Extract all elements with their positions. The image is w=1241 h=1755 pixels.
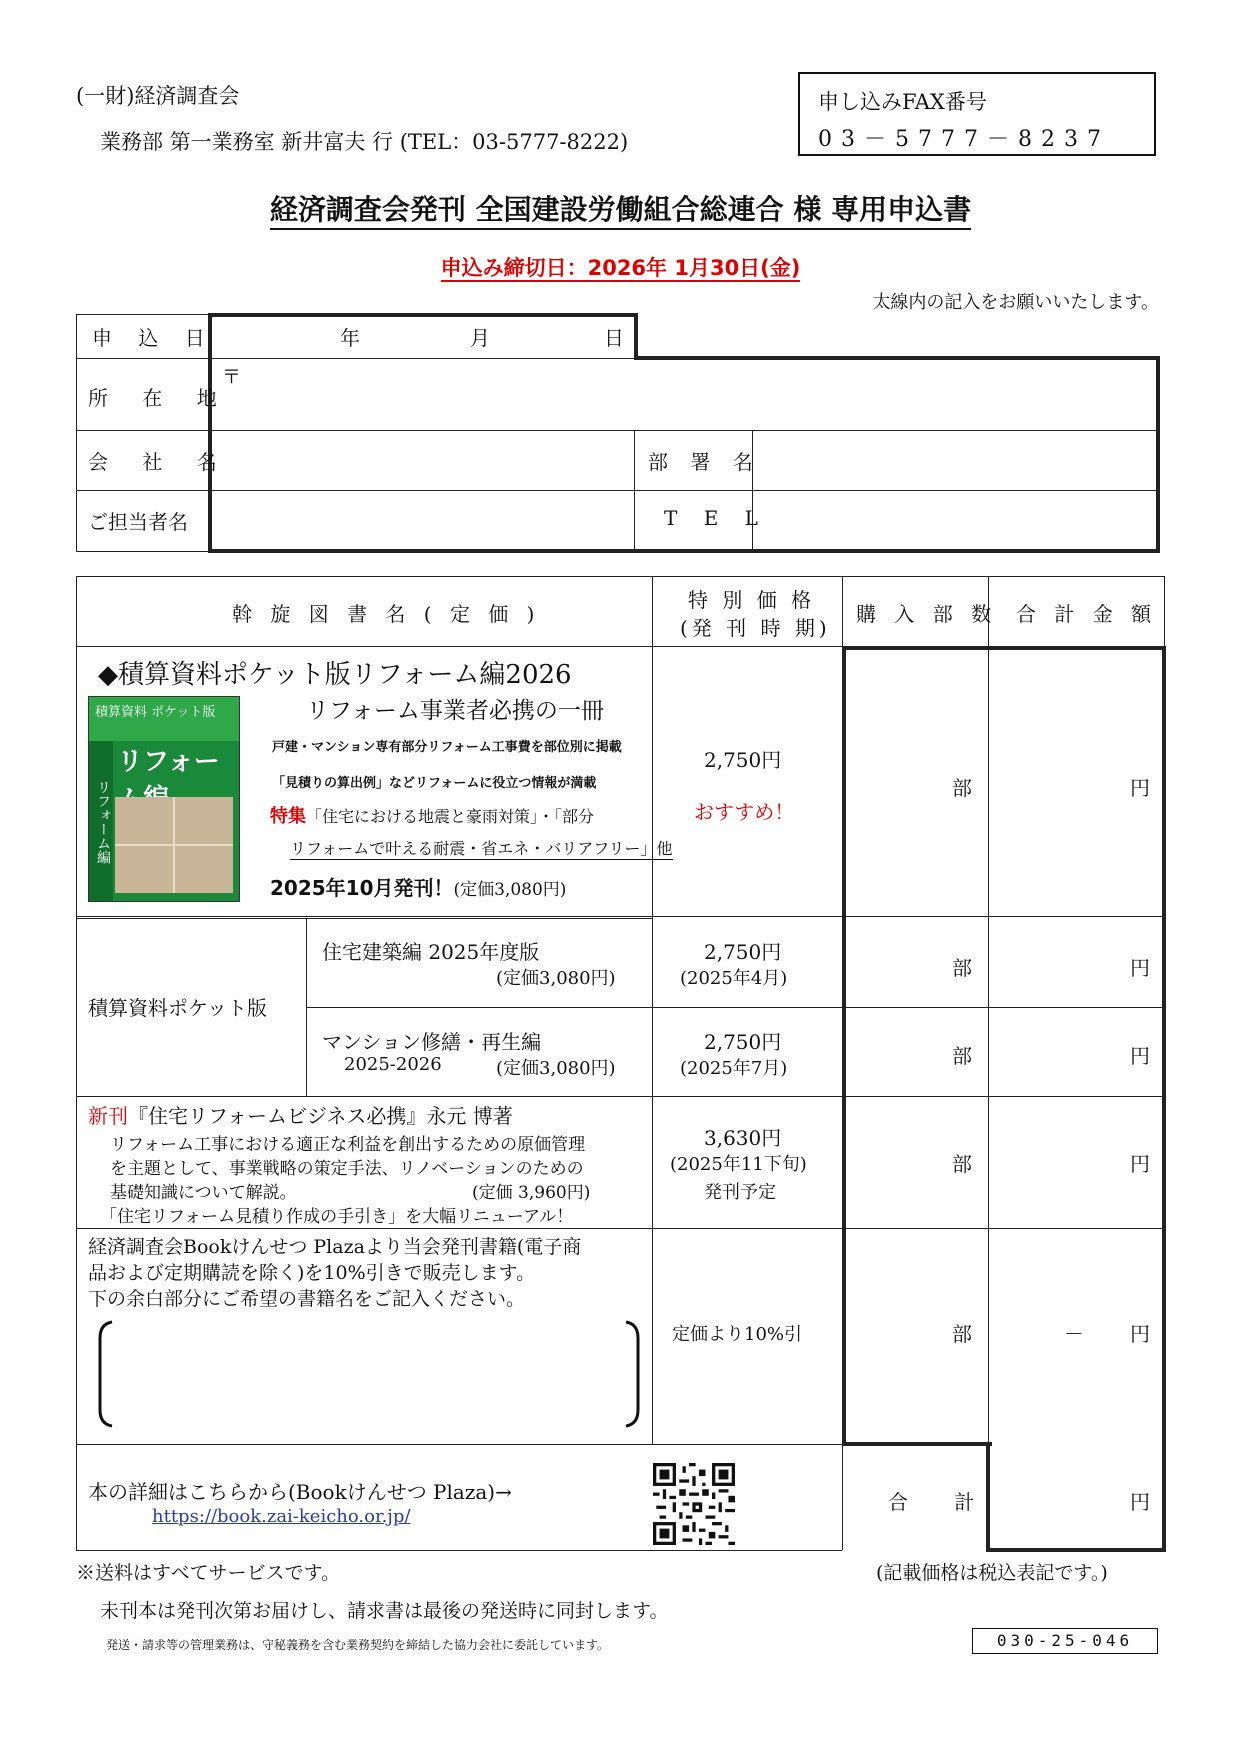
person-label: ご担当者名	[88, 510, 188, 534]
promo-title: ◆積算資料ポケット版リフォーム編2026	[98, 660, 572, 690]
newbook-period: (2025年11下旬)	[670, 1154, 807, 1175]
newbook-title-line	[88, 1100, 513, 1129]
page-title-text: 経済調査会発刊 全国建設労働組合総連合 様 専用申込書	[270, 193, 971, 230]
grand-total-label: 合 計	[888, 1490, 995, 1514]
pocket-row1-list: (定価3,080円)	[496, 968, 616, 989]
newbook-status: 発刊予定	[704, 1182, 776, 1203]
qr-code	[653, 1463, 735, 1545]
header-quantity: 購 入 部 数	[856, 602, 998, 626]
feature-label: 特集	[270, 806, 306, 827]
date-month-unit: 月	[470, 326, 490, 350]
plaza-line1: 経済調査会Bookけんせつ Plazaより当会発刊書籍(電子商	[88, 1236, 582, 1258]
pocket-row1-yen-unit: 円	[1130, 956, 1150, 980]
promo-qty-unit: 部	[952, 776, 972, 800]
fax-label: 申し込みFAX番号	[818, 90, 987, 114]
address-input[interactable]	[214, 362, 1152, 426]
plaza-dash: －	[1064, 1322, 1084, 1346]
fill-instruction: 太線内の記入をお願いいたします。	[872, 292, 1159, 313]
pocket-row2-name: マンション修繕・再生編	[322, 1030, 542, 1054]
promo-special-price: 2,750円	[704, 748, 782, 772]
pocket-row2-name2: 2025-2026	[344, 1054, 442, 1075]
book-request-input[interactable]	[112, 1322, 628, 1426]
shipping-note: ※送料はすべてサービスです。	[76, 1562, 341, 1584]
person-input[interactable]	[214, 494, 630, 546]
plaza-discount: 定価より10%引	[672, 1324, 803, 1345]
pocket-row1-price: 2,750円	[704, 940, 782, 964]
release-date: 2025年10月発刊！	[270, 876, 454, 900]
promo-line1: 戸建・マンション専有部分リフォーム工事費を部位別に掲載	[272, 740, 622, 755]
tax-note: (記載価格は税込表記です。)	[876, 1562, 1108, 1584]
newbook-desc4: 「住宅リフォーム見積り作成の手引き」を大幅リニューアル！	[100, 1207, 574, 1227]
promo-line2: 「見積りの算出例」などリフォームに役立つ情報が満載	[272, 776, 597, 791]
book-cover-image	[88, 696, 240, 902]
cover-photos	[115, 797, 233, 893]
cover-spine: リフォーム編	[89, 741, 113, 902]
promo-release	[270, 872, 566, 901]
department-input[interactable]	[756, 434, 1152, 486]
newbook-desc1: リフォーム工事における適正な利益を創出するための原価管理	[110, 1135, 586, 1155]
postal-mark: 〒	[222, 366, 242, 388]
organization-name: (一財)経済調査会	[76, 84, 240, 108]
pocket-row2-period: (2025年7月)	[680, 1058, 788, 1079]
promo-list-price: (定価3,080円)	[453, 880, 567, 900]
cover-top: 積算資料 ポケット版	[89, 697, 239, 741]
address-label: 所 在 地	[88, 386, 231, 410]
date-day-unit: 日	[604, 326, 624, 350]
promo-yen-unit: 円	[1130, 776, 1150, 800]
plaza-line3: 下の余白部分にご希望の書籍名をご記入ください。	[88, 1288, 526, 1310]
pocket-row2-yen-unit: 円	[1130, 1044, 1150, 1068]
pocket-row1-period: (2025年4月)	[680, 968, 788, 989]
company-input[interactable]	[214, 434, 630, 486]
new-label: 新刊	[88, 1104, 128, 1128]
month-input[interactable]	[364, 317, 464, 353]
deadline	[0, 252, 1241, 282]
header-release-period: (発 刊 時 期)	[680, 616, 831, 640]
feature-text1: 「住宅における地震と豪雨対策」・「部分	[306, 807, 595, 826]
form-code: 030-25-046	[972, 1628, 1158, 1654]
tel-label: T E L	[664, 506, 768, 530]
pocket-row2-price: 2,750円	[704, 1030, 782, 1054]
fax-number: 03－5777－8237	[818, 127, 1110, 152]
pocket-row2-qty-unit: 部	[952, 1044, 972, 1068]
grand-total-yen-unit: 円	[1130, 1490, 1150, 1514]
fax-box	[798, 72, 1156, 156]
header-total: 合 計 金 額	[1016, 602, 1158, 626]
pocket-row2-list: (定価3,080円)	[496, 1058, 616, 1079]
newbook-qty-unit: 部	[952, 1152, 972, 1176]
promo-recommend: おすすめ！	[694, 800, 795, 824]
year-input[interactable]	[214, 317, 326, 353]
newbook-title: 『住宅リフォームビジネス必携』永元 博著	[128, 1104, 513, 1128]
details-url-link[interactable]: https://book.zai-keicho.or.jp/	[152, 1506, 411, 1527]
newbook-special-price: 3,630円	[704, 1126, 782, 1150]
day-input[interactable]	[494, 317, 598, 353]
department-contact: 業務部 第一業務室 新井富夫 行 (TEL：03-5777-8222)	[100, 130, 629, 154]
page-title	[0, 188, 1241, 228]
cover-title: リフォー	[117, 747, 220, 777]
header-book: 斡 旋 図 書 名 ( 定 価 )	[232, 602, 541, 626]
plaza-line2: 品および定期購読を除く)を10%引きで販売します。	[88, 1262, 536, 1284]
tel-input[interactable]	[756, 494, 1152, 546]
delivery-note: 未刊本は発刊次第お届けし、請求書は最後の発送時に同封します。	[100, 1600, 669, 1622]
plaza-yen-unit: 円	[1130, 1322, 1150, 1346]
date-label: 申 込 日	[92, 326, 215, 350]
pocket-group-label: 積算資料ポケット版	[88, 996, 267, 1020]
pocket-row1-name: 住宅建築編 2025年度版	[322, 940, 540, 964]
privacy-note: 発送・請求等の管理業務は、守秘義務を含む業務契約を締結した協力会社に委託しています。	[106, 1638, 610, 1652]
promo-subtitle: リフォーム事業者必携の一冊	[306, 698, 604, 724]
details-text: 本の詳細はこちらから(Bookけんせつ Plaza)→	[88, 1480, 512, 1504]
date-year-unit: 年	[340, 326, 360, 350]
newbook-yen-unit: 円	[1130, 1152, 1150, 1176]
newbook-desc2: を主題として、事業戦略の策定手法、リノベーションのための	[110, 1159, 584, 1179]
newbook-desc3: 基礎知識について解説。	[110, 1183, 297, 1203]
company-label: 会 社 名	[88, 450, 231, 474]
promo-feature-line2: リフォームで叶える耐震・省エネ・バリアフリー」他	[290, 836, 673, 860]
newbook-list-price: (定価 3,960円)	[472, 1183, 591, 1203]
deadline-text: 申込み締切日：2026年 1月30日(金)	[440, 256, 801, 280]
promo-feature-line1	[270, 802, 594, 828]
department-label: 部 署 名	[648, 450, 761, 474]
plaza-qty-unit: 部	[952, 1322, 972, 1346]
header-special-price: 特 別 価 格	[688, 588, 816, 612]
pocket-row1-qty-unit: 部	[952, 956, 972, 980]
